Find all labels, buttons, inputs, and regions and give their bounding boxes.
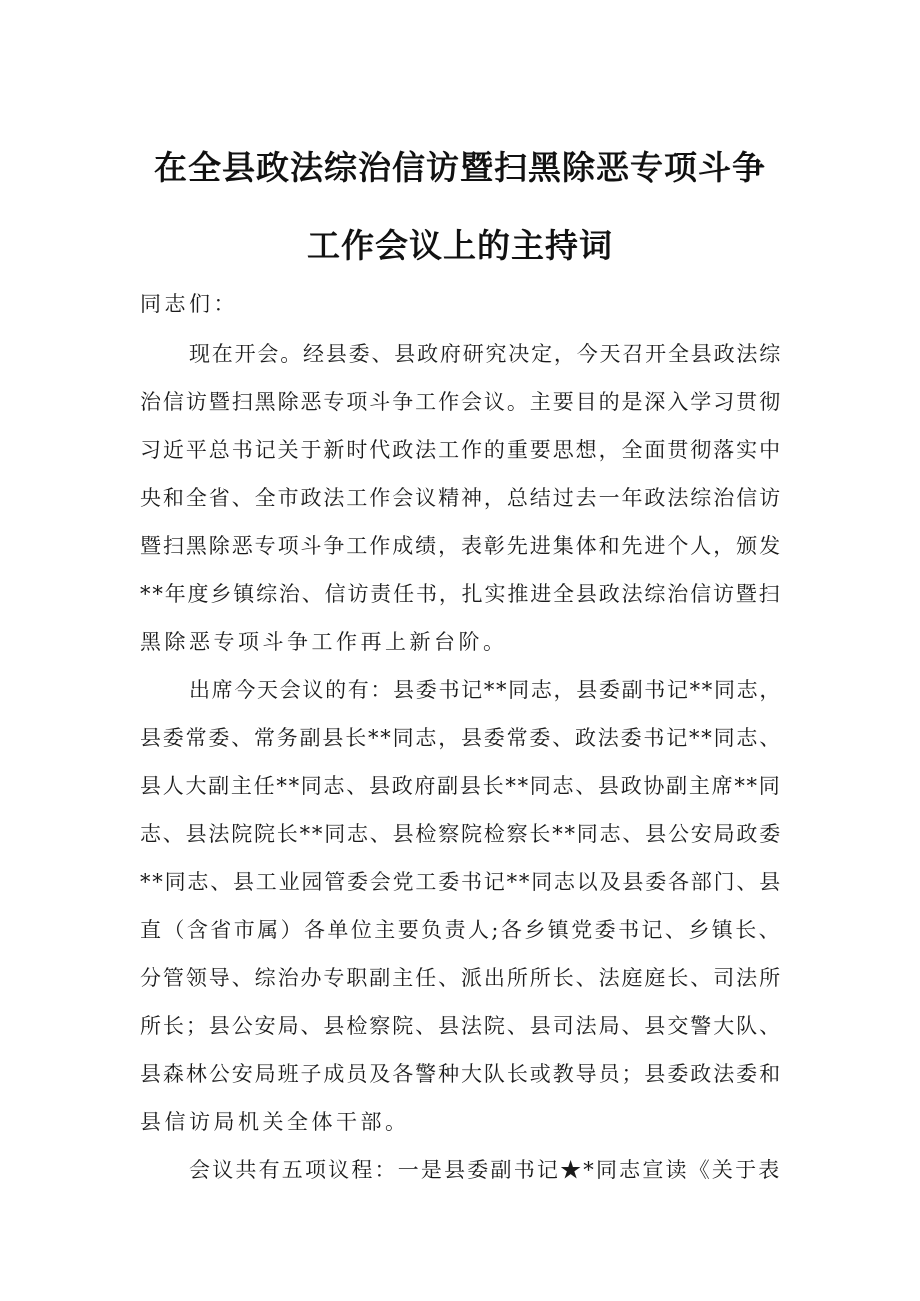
paragraph-line: 现在开会。经县委、县政府研究决定，今天召开全县政法综 <box>189 342 782 366</box>
paragraph-line: 志、县法院院长**同志、县检察院检察长**同志、县公安局政委 <box>140 822 782 846</box>
paragraph-line: 直（含省市属）各单位主要负责人;各乡镇党委书记、乡镇长、 <box>140 918 783 942</box>
paragraph-line: 习近平总书记关于新时代政法工作的重要思想，全面贯彻落实中 <box>140 438 782 462</box>
paragraph-line: 出席今天会议的有：县委书记**同志，县委副书记**同志， <box>189 678 782 702</box>
salutation: 同志们： <box>140 292 238 316</box>
paragraph-line: 治信访暨扫黑除恶专项斗争工作会议。主要目的是深入学习贯彻 <box>140 390 782 414</box>
paragraph-line: 暨扫黑除恶专项斗争工作成绩，表彰先进集体和先进个人，颁发 <box>140 534 782 558</box>
paragraph-line: 黑除恶专项斗争工作再上新台阶。 <box>140 630 508 654</box>
paragraph-line: 所长；县公安局、县检察院、县法院、县司法局、县交警大队、 <box>140 1014 782 1038</box>
paragraph-line: 分管领导、综治办专职副主任、派出所所长、法庭庭长、司法所 <box>140 966 782 990</box>
paragraph-line: 县森林公安局班子成员及各警种大队长或教导员；县委政法委和 <box>140 1062 782 1086</box>
paragraph-line: 会议共有五项议程：一是县委副书记★*同志宣读《关于表 <box>189 1158 782 1182</box>
paragraph-line: 县委常委、常务副县长**同志，县委常委、政法委书记**同志、 <box>140 726 782 750</box>
paragraph-line: 县信访局机关全体干部。 <box>140 1110 410 1134</box>
document-title-line-1: 在全县政法综治信访暨扫黑除恶专项斗争 <box>154 148 766 187</box>
document-title-line-2: 工作会议上的主持词 <box>307 226 613 265</box>
paragraph-line: 县人大副主任**同志、县政府副县长**同志、县政协副主席**同 <box>140 774 782 798</box>
paragraph-line: **年度乡镇综治、信访责任书，扎实推进全县政法综治信访暨扫 <box>140 582 782 606</box>
paragraph-line: 央和全省、全市政法工作会议精神，总结过去一年政法综治信访 <box>140 486 782 510</box>
paragraph-line: **同志、县工业园管委会党工委书记**同志以及县委各部门、县 <box>140 870 782 894</box>
